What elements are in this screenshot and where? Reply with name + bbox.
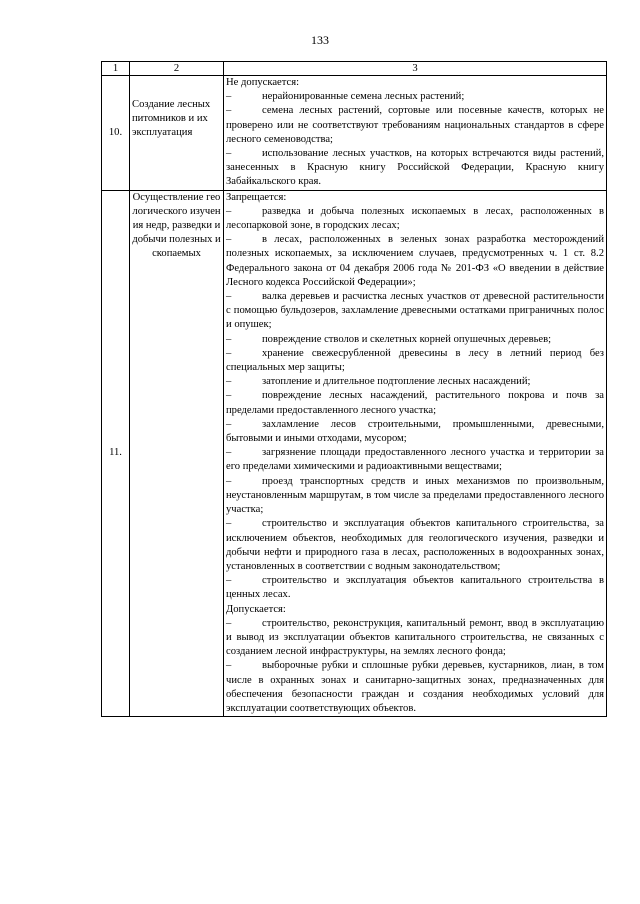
header-cell-3: 3 <box>224 62 607 76</box>
dash-marker: – <box>226 91 232 103</box>
list-item: – разведка и добыча полезных ископаемых в лесах, расположенных в лесопарковой зоне, в городских лесах; <box>226 205 604 232</box>
list-item: – выборочные рубки и сплошные рубки деревьев, кустарников, лиан, в том числе в охранных зонах и санитарно-защитных зонах, предназначенных для обеспечения безопасности граждан и создания необходимых условий для эксплуатации соответствующих объектов. <box>226 660 604 714</box>
permissions-intro: Допускается: <box>226 603 286 615</box>
dash-marker: – <box>226 418 232 430</box>
dash-marker: – <box>226 376 232 388</box>
list-item: – семена лесных растений, сортовые или посевные качеств, которых не проверено или не соответствуют требованиям национальных стандартов в сфере лесного семеноводства; <box>226 105 604 145</box>
row-number: 10. <box>102 76 130 191</box>
list-item: – в лесах, расположенных в зеленых зонах разработка месторождений полезных ископаемых, за исключением случаев, предусмотренных ч. 1 ст. 8.2 Федерального закона от 04 декабря 2006 года № 201-ФЗ «О введении в действие Лесного кодекса Российской Федерации»; <box>226 234 604 288</box>
dash-marker: – <box>226 617 232 629</box>
table-row-11 <box>102 190 607 717</box>
header-cell-2: 2 <box>130 62 224 76</box>
list-item: – использование лесных участков, на которых встречаются виды растений, занесенных в Красную книгу Российской Федерации, Красную книгу Забайкальского края. <box>226 148 604 188</box>
dash-marker: – <box>226 105 232 117</box>
list-item: – повреждение стволов и скелетных корней опушечных деревьев; <box>226 333 604 347</box>
list-item: – загрязнение площади предоставленного лесного участка и территории за его пределами химическими и радиоактивными веществами; <box>226 447 604 473</box>
list-item: – нерайонированные семена лесных растений; <box>226 90 604 104</box>
list-item: – хранение свежесрубленной древесины в лесу в летний период без специальных мер защиты; <box>226 347 604 374</box>
table-header-row <box>102 62 607 76</box>
activity-name: Осуществление геологического изучения недр, разведки и добычи полезных ископаемых <box>130 190 224 717</box>
dash-marker: – <box>226 347 232 359</box>
dash-marker: – <box>226 291 232 303</box>
table-row-10 <box>102 76 607 191</box>
requirements-intro: Не допускается: <box>226 77 300 88</box>
list-item: – проезд транспортных средств и иных механизмов по произвольным, неустановленным маршрутам, в том числе за пределами предоставленного лесного участка; <box>226 475 604 516</box>
regulation-table <box>101 61 607 717</box>
dash-marker: – <box>226 475 232 487</box>
list-item: – валка деревьев и расчистка лесных участков от древесной растительности с помощью бульдозеров, захламление древесными остатками приграничных полос и опушек; <box>226 291 604 331</box>
list-item: – строительство, реконструкция, капитальный ремонт, ввод в эксплуатацию и вывод из эксплуатации объектов капитального строительства, не связанных с созданием лесной инфраструктуры, на землях лесного фонда; <box>226 617 604 658</box>
dash-marker: – <box>226 447 232 459</box>
list-item: – строительство и эксплуатация объектов капитального строительства, за исключением объектов, необходимых для геологического изучения, разведки и добычи нефти и природного газа в лесах, расположенных в водоохранных зонах, установленных в соответствии с водным законодательством; <box>226 518 604 572</box>
dash-marker: – <box>226 333 232 345</box>
list-item: – строительство и эксплуатация объектов капитального строительства в ценных лесах. <box>226 575 604 601</box>
list-item: – захламление лесов строительными, промышленными, древесными, бытовыми и иными отходами, мусором; <box>226 418 604 445</box>
dash-marker: – <box>226 518 232 530</box>
row-number: 11. <box>102 190 130 717</box>
dash-marker: – <box>226 390 232 402</box>
activity-name: Создание лесных питомников и их эксплуатация <box>130 76 224 191</box>
requirements-intro: Запрещается: <box>226 191 287 203</box>
list-item: – затопление и длительное подтопление лесных насаждений; <box>226 375 604 389</box>
dash-marker: – <box>226 148 232 160</box>
dash-marker: – <box>226 205 232 217</box>
page-number: 133 <box>311 33 329 47</box>
dash-marker: – <box>226 575 232 587</box>
requirements-cell <box>224 76 607 191</box>
dash-marker: – <box>226 660 232 672</box>
list-item: – повреждение лесных насаждений, растительного покрова и почв за пределами предоставленного лесного участка; <box>226 390 604 416</box>
dash-marker: – <box>226 234 232 246</box>
header-cell-1: 1 <box>102 62 130 76</box>
requirements-cell <box>224 190 607 717</box>
